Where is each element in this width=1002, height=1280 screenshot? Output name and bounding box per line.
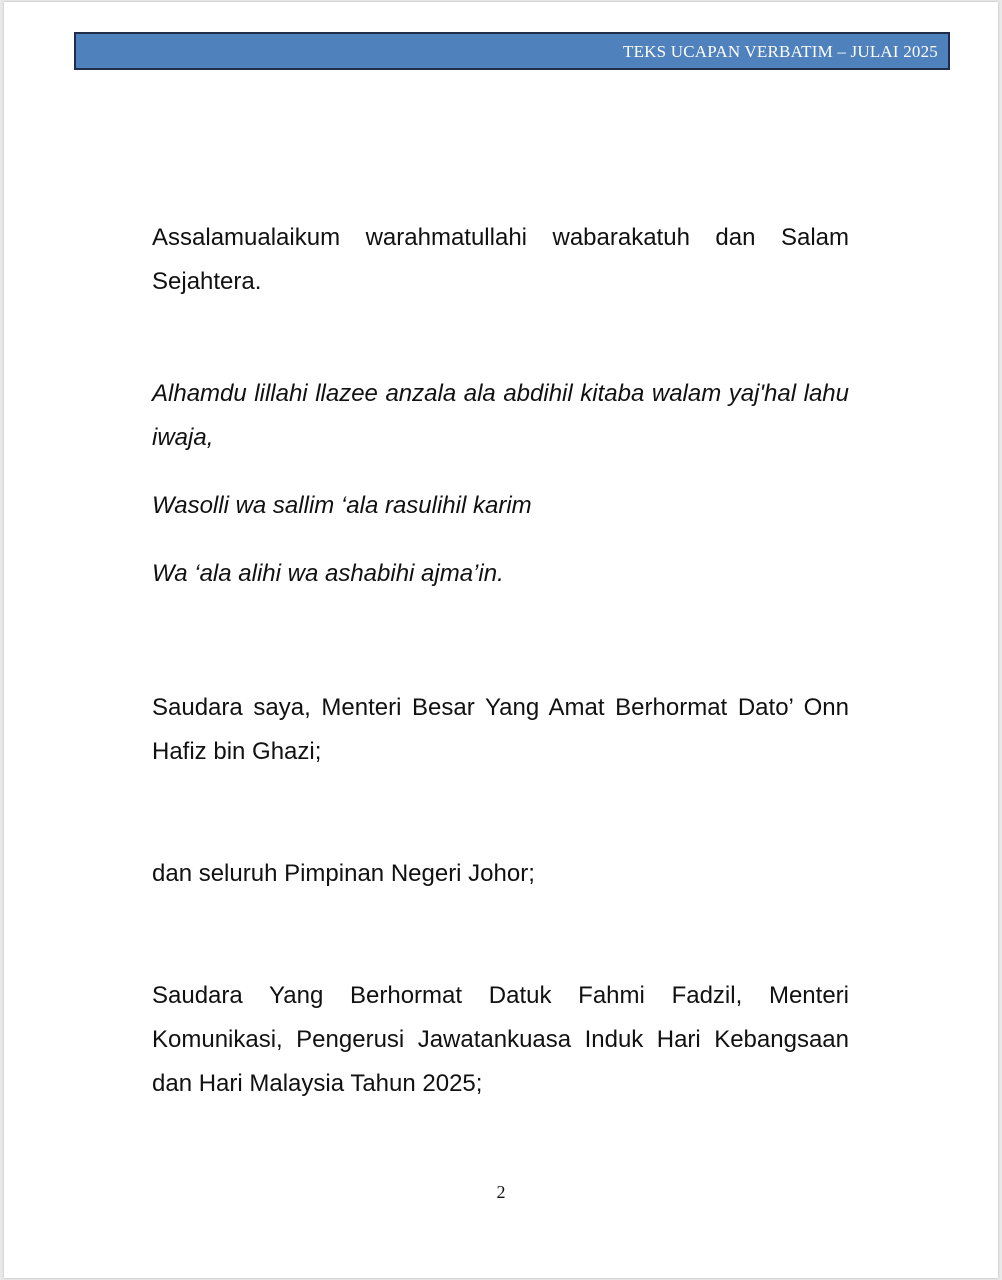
doa-line-1: Alhamdu lillahi llazee anzala ala abdihil kitaba walam yaj'hal lahu iwaja, <box>152 380 849 451</box>
greeting-paragraph <box>152 216 849 304</box>
document-page <box>4 2 998 1278</box>
salutation-paragraph-3 <box>152 974 849 1106</box>
doa-paragraph <box>152 372 849 460</box>
salutation-pimpinan-johor: dan seluruh Pimpinan Negeri Johor; <box>152 860 535 887</box>
salutation-paragraph-1 <box>152 686 849 774</box>
doa-paragraph-2 <box>152 484 849 528</box>
salutation-menteri-besar: Saudara saya, Menteri Besar Yang Amat Berhormat Dato’ Onn Hafiz bin Ghazi; <box>152 694 849 765</box>
salutation-paragraph-2 <box>152 852 849 896</box>
greeting-text: Assalamualaikum warahmatullahi wabarakatuh dan Salam Sejahtera. <box>152 224 849 295</box>
salutation-menteri-komunikasi: Saudara Yang Berhormat Datuk Fahmi Fadzil, Menteri Komunikasi, Pengerusi Jawatankuasa Induk Hari Kebangsaan dan Hari Malaysia Tahun 2025; <box>152 982 849 1097</box>
doa-line-3: Wa ‘ala alihi wa ashabihi ajma’in. <box>152 560 504 587</box>
header-title: TEKS UCAPAN VERBATIM – JULAI 2025 <box>623 42 938 61</box>
header-bar <box>74 32 950 70</box>
doa-paragraph-3 <box>152 552 849 596</box>
doa-line-2: Wasolli wa sallim ‘ala rasulihil karim <box>152 492 532 519</box>
page-number: 2 <box>496 1182 506 1202</box>
